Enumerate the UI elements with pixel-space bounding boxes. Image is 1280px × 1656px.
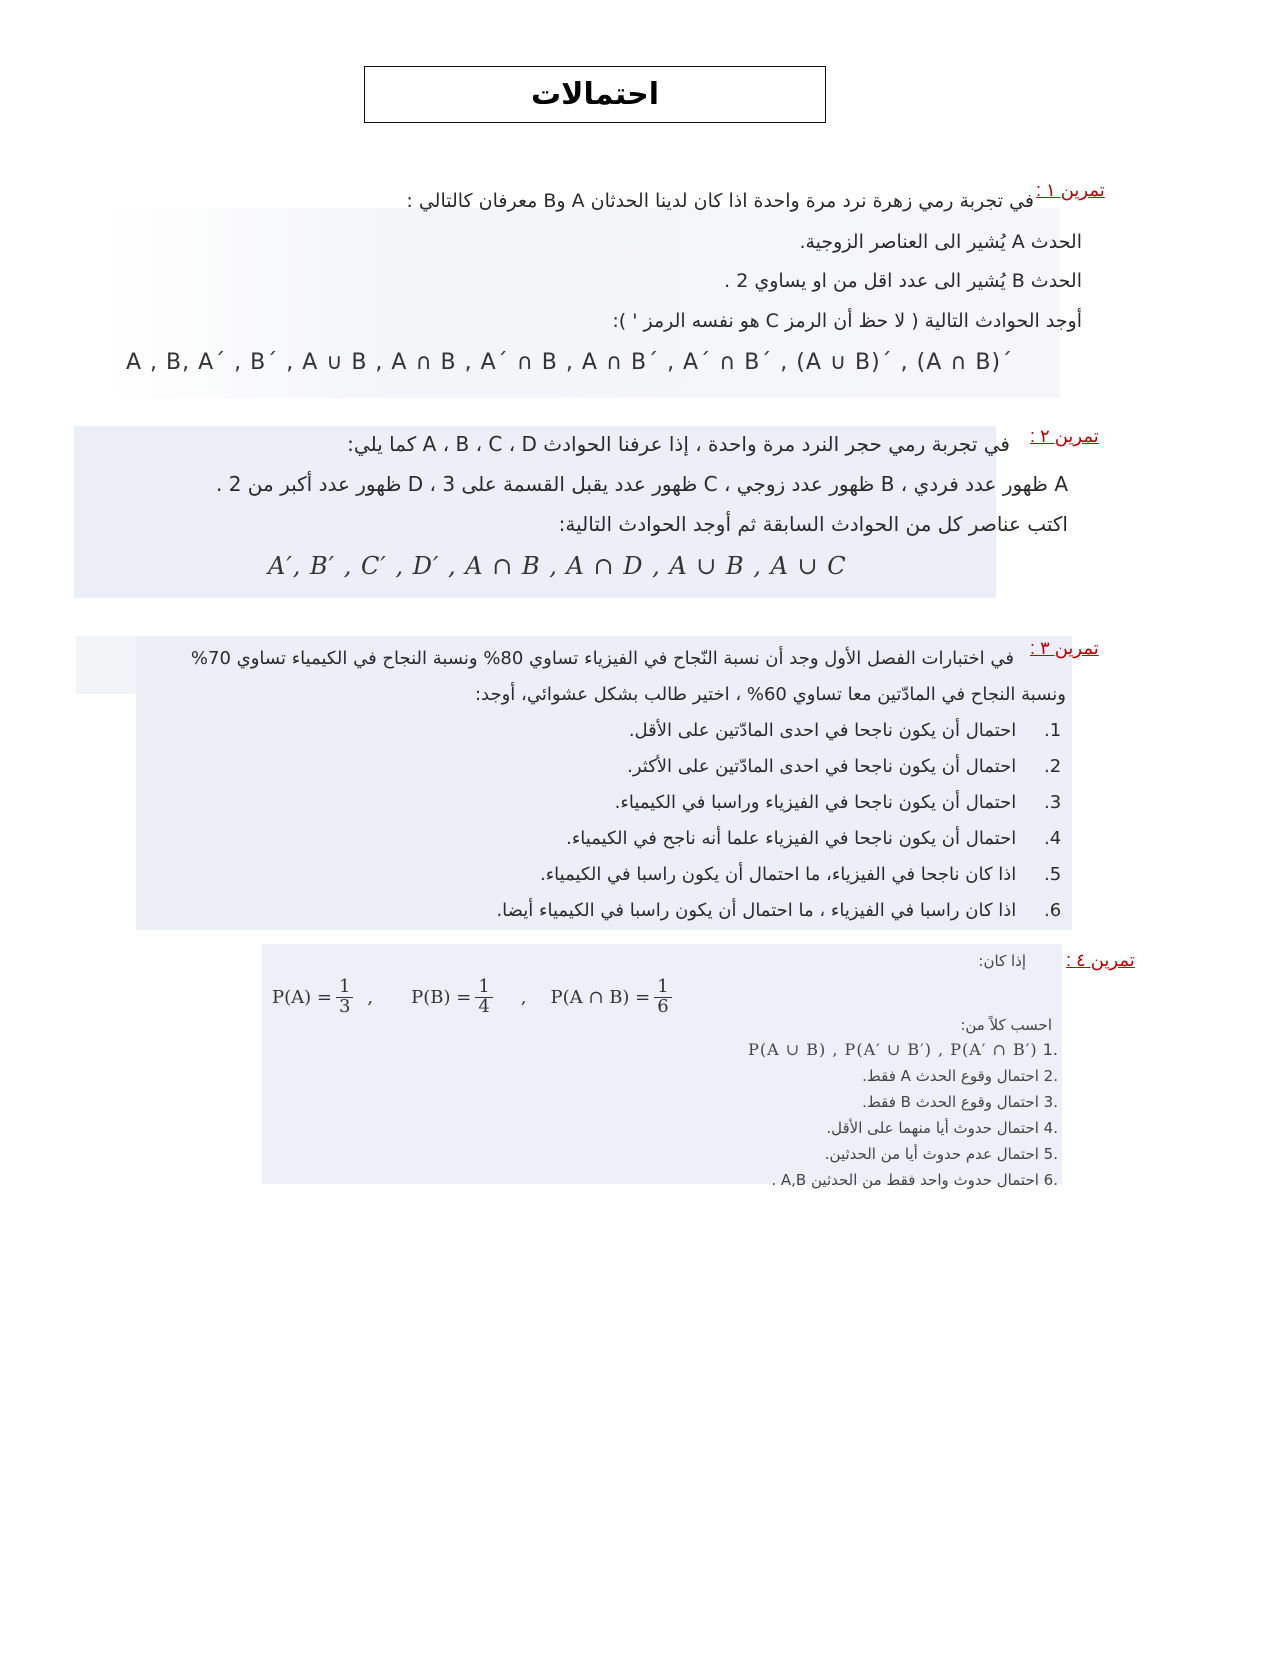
exercise-4-item-number: .6 xyxy=(1043,1171,1058,1189)
exercise-4-item-number: .4 xyxy=(1043,1119,1058,1137)
exercise-3-label: تمرين ٣ : xyxy=(1030,638,1099,658)
exercise-4-item-2 xyxy=(862,1067,1058,1085)
exercise-3-line-2: ونسبة النجاح في المادّتين معا تساوي 60% ، اختير طالب بشكل عشوائي، أوجد: xyxy=(474,684,1066,705)
exercise-4-item-4 xyxy=(826,1119,1058,1137)
exercise-2-line-1: في تجربة رمي حجر النرد مرة واحدة ، إذا عرفنا الحوادث A ، B ، C ، D كما يلي: xyxy=(347,432,1010,456)
exercise-1-line-1: في تجربة رمي زهرة نرد مرة واحدة اذا كان لدينا الحدثان A وB معرفان كالتالي : xyxy=(406,190,1034,212)
exercise-2-line-3: اكتب عناصر كل من الحوادث السابقة ثم أوجد الحوادث التالية: xyxy=(558,512,1068,536)
exercise-4-item-1 xyxy=(748,1040,1058,1059)
exercise-4-item-formula: P(A ∪ B) , P(A′ ∪ B′) , P(A′ ∩ B′) xyxy=(748,1040,1038,1059)
exercise-3-item-number: 1. xyxy=(1044,720,1062,741)
prob-ab-label: P(A ∩ B) = xyxy=(550,986,651,1008)
exercise-3-item-3 xyxy=(615,792,1070,813)
exercise-4-item-text: احتمال وقوع الحدث B فقط. xyxy=(862,1093,1039,1111)
exercise-3-item-4 xyxy=(566,828,1070,849)
exercise-3-item-number: 5. xyxy=(1044,864,1062,885)
exercise-4-item-6 xyxy=(771,1171,1058,1189)
exercise-4-item-3 xyxy=(862,1093,1058,1111)
exercise-4-item-number: .5 xyxy=(1043,1145,1058,1163)
exercise-2-events-formula: A′, B′ , C′ , D′ , A ∩ B , A ∩ D , A ∪ B , A ∪ C xyxy=(268,552,847,580)
exercise-3-item-5 xyxy=(540,864,1070,885)
exercise-3-item-6 xyxy=(496,900,1070,921)
prob-a-fraction xyxy=(336,978,353,1017)
prob-b-label: P(B) = xyxy=(411,986,472,1008)
prob-a-label: P(A) = xyxy=(272,986,332,1008)
exercise-3-item-number: 6. xyxy=(1044,900,1062,921)
exercise-4-label: تمرين ٤ : xyxy=(1066,950,1135,970)
exercise-4-compute-heading: احسب كلاً من: xyxy=(960,1016,1052,1034)
exercise-3-item-text: احتمال أن يكون ناجحا في الفيزياء علما أنه ناجح في الكيمياء. xyxy=(566,828,1017,849)
exercise-3-item-text: اذا كان راسبا في الفيزياء ، ما احتمال أن يكون راسبا في الكيمياء أيضا. xyxy=(496,900,1017,921)
exercise-3-item-2 xyxy=(627,756,1070,777)
exercise-3-item-text: احتمال أن يكون ناجحا في الفيزياء وراسبا في الكيمياء. xyxy=(614,792,1017,813)
exercise-3-item-text: احتمال أن يكون ناجحا في احدى المادّتين على الأقل. xyxy=(628,720,1017,741)
exercise-3-item-number: 4. xyxy=(1044,828,1062,849)
prob-b-numerator: 1 xyxy=(475,978,492,998)
prob-b-fraction xyxy=(475,978,492,1017)
exercise-3-item-text: اذا كان ناجحا في الفيزياء، ما احتمال أن يكون راسبا في الكيمياء. xyxy=(539,864,1017,885)
exercise-1-events-formula: A , B, A΄ , B΄ , A ∪ B , A ∩ B , A΄ ∩ B , A ∩ B΄ , A΄ ∩ B΄ , (A ∪ B)΄ , (A ∩ B)΄ xyxy=(126,350,1014,375)
exercise-1-line-4: أوجد الحوادث التالية ( لا حظ أن الرمز C هو نفسه الرمز ' ): xyxy=(612,310,1082,332)
exercise-3-panel-strip xyxy=(76,636,136,694)
exercise-3-line-1: في اختبارات الفصل الأول وجد أن نسبة النّجاح في الفيزياء تساوي 80% ونسبة النجاح في الكيمياء تساوي 70% xyxy=(190,648,1014,669)
exercise-1-label: تمرين ١ : xyxy=(1036,180,1105,200)
exercise-4-item-number: .3 xyxy=(1043,1093,1058,1111)
exercise-2-line-2: A ظهور عدد فردي ، B ظهور عدد زوجي ، C ظهور عدد يقبل القسمة على 3 ، D ظهور عدد أكبر من 2 . xyxy=(215,472,1068,496)
page-title: احتمالات xyxy=(364,66,826,123)
exercise-4-given-probabilities: P(A) = $\frac{1}{3}$ , P(B) = $\frac{1}{4}$ , P(A ∩ B) = $\frac{1}{6}$ xyxy=(272,978,676,1017)
exercise-4-item-text: احتمال عدم حدوث أيا من الحدثين. xyxy=(824,1145,1039,1163)
prob-ab-numerator: 1 xyxy=(654,978,671,998)
exercise-4-item-number: .2 xyxy=(1043,1067,1058,1085)
exercise-3-item-number: 2. xyxy=(1044,756,1062,777)
exercise-4-item-text: احتمال حدوث أيا منهما على الأقل. xyxy=(826,1119,1039,1137)
exercise-1-line-3: الحدث B يُشير الى عدد اقل من او يساوي 2 . xyxy=(724,270,1082,292)
prob-a-numerator: 1 xyxy=(336,978,353,998)
exercise-4-item-number: .1 xyxy=(1042,1040,1058,1059)
prob-a-denominator: 3 xyxy=(338,995,351,1017)
exercise-3-panel xyxy=(136,636,1072,930)
exercise-4-item-5 xyxy=(825,1145,1058,1163)
exercise-3-item-number: 3. xyxy=(1044,792,1062,813)
exercise-2-label: تمرين ٢ : xyxy=(1030,426,1099,446)
exercise-3-item-text: احتمال أن يكون ناجحا في احدى المادّتين على الأكثر. xyxy=(627,756,1017,777)
prob-ab-fraction xyxy=(654,978,671,1017)
prob-ab-denominator: 6 xyxy=(657,995,669,1017)
exercise-4-intro: إذا كان: xyxy=(978,952,1026,970)
exercise-4-item-text: احتمال حدوث واحد فقط من الحدثين A,B . xyxy=(771,1171,1039,1189)
exercise-1-line-2: الحدث A يُشير الى العناصر الزوجية. xyxy=(799,231,1082,253)
exercise-3-item-1 xyxy=(629,720,1070,741)
exercise-4-item-text: احتمال وقوع الحدث A فقط. xyxy=(862,1067,1039,1085)
prob-b-denominator: 4 xyxy=(478,995,490,1017)
